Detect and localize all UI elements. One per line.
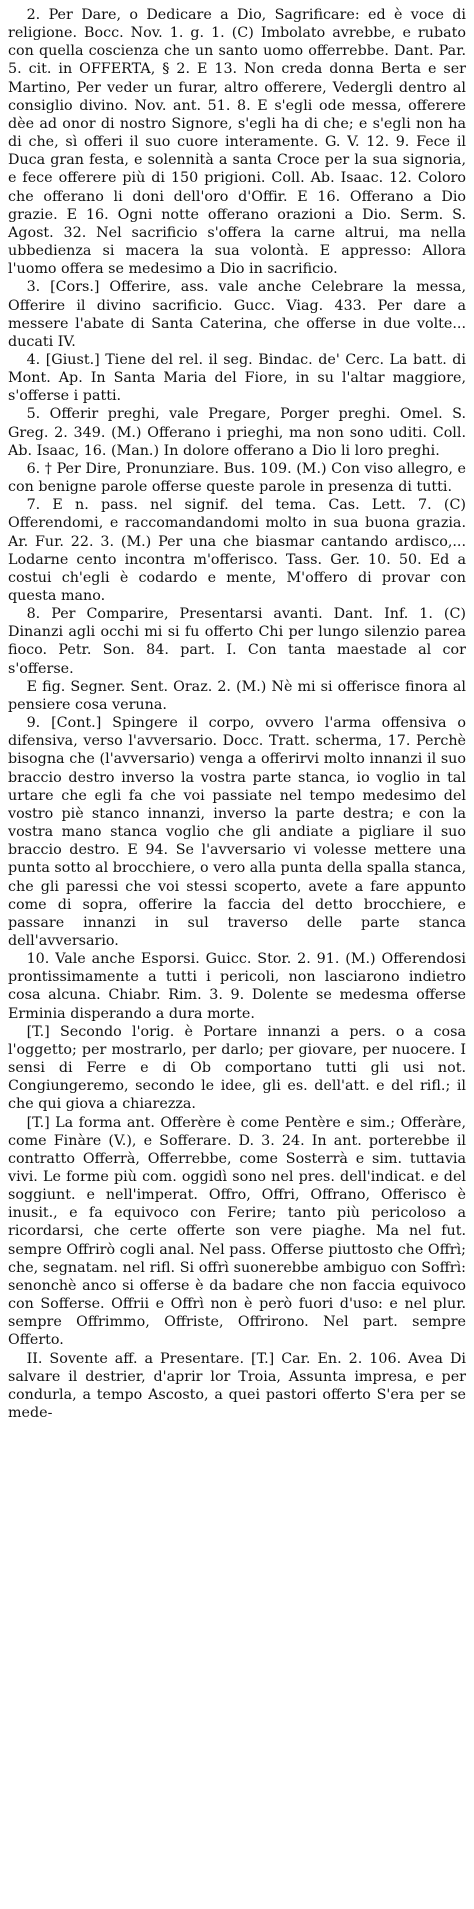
entry-paragraph-9: 9. [Cont.] Spingere il corpo, ovvero l'arma offensiva o difensiva, verso l'avversario. Docc. Tratt. scherma, 17. Perchè bisogna che (l'avversario) venga a offerirvi molto innanzi il suo braccio destro inverso la vostra parte stanca, io voglio in tal urtare che egli fa che voi passiate nel tempo medesimo del vostro piè stanco innanzi, inverso la parte destra; e con la vostra mano stanca voglio che gli andiate a pigliare il suo braccio destro. E 94. Se l'avversario vi volesse mettere una punta sotto al brocchiere, o vero alla punta della spalla stanca, che gli paressi che voi stessi scoperto, avete a fare appunto come di sopra, offerire la faccia del detto brocchiere, e passare innanzi in sul traverso delle parte stanca dell'avversario.	[8, 715, 466, 949]
entry-paragraph-4: 4. [Giust.] Tiene del rel. il seg. Bindac. de' Cerc. La batt. di Mont. Ap. In Santa Maria del Fiore, in su l'altar maggiore, s'offerse i patti.	[8, 351, 466, 405]
entry-paragraph-6: 6. † Per Dire, Pronunziare. Bus. 109. (M.) Con viso allegro, e con benigne parole offerse queste parole in presenza di tutti.	[8, 460, 466, 496]
entry-paragraph-7: 7. E n. pass. nel signif. del tema. Cas. Lett. 7. (C) Offerendomi, e raccomandandomi molto in sua buona grazia. Ar. Fur. 22. 3. (M.) Per una che biasmar cantando ardisco,... Lodarne cento incontra m'offerisco. Tass. Ger. 10. 50. Ed a costui ch'egli è codardo e mente, M'offero di provar con questa mano.	[8, 497, 466, 604]
entry-paragraph-2: 2. Per Dare, o Dedicare a Dio, Sagrificare: ed è voce di religione. Bocc. Nov. 1. g. 1. (C) Imbolato avrebbe, e rubato con quella coscienza che un santo uomo offerrebbe. Dant. Par. 5. cit. in OFFERTA, § 2. E 13. Non creda donna Berta e ser Martino, Per veder un furar, altro offerere, Vedergli dentro al consiglio divino. Nov. ant. 51. 8. E s'egli ode messa, offerere dèe ad onor di nostro Signore, s'egli ha di che; e s'egli non ha di che, sì offeri il suo cuore interamente. G. V. 12. 9. Fece il Duca gran festa, e solennità a santa Croce per la sua signoria, e fece offerere più di 150 prigioni. Coll. Ab. Isaac. 12. Coloro che offerano li doni dell'oro d'Offir. E 16. Offerano a Dio grazie. E 16. Ogni notte offerano orazioni a Dio. Serm. S. Agost. 32. Nel sacrificio s'offera la carne altrui, ma nella ubbedienza si macera la sua volontà. E appresso: Allora l'uomo offera se medesimo a Dio in sacrificio.	[8, 7, 466, 278]
entry-paragraph-10: 10. Vale anche Esporsi. Guicc. Stor. 2. 91. (M.) Offerendosi prontissimamente a tutti i pericoli, non lasciarono indietro cosa alcuna. Chiabr. Rim. 3. 9. Dolente se medesma offerse Erminia disperando a dura morte.	[8, 951, 466, 1022]
entry-paragraph-II: II. Sovente aff. a Presentare. [T.] Car. En. 2. 106. Avea Di salvare il destrier, d'aprir lor Troia, Assunta impresa, e per condurla, a tempo Ascosto, a quei pastori offerto S'era per se mede-	[8, 1350, 466, 1422]
entry-paragraph-form-note: [T.] La forma ant. Offerère è come Pentère e sim.; Offeràre, come Finàre (V.), e Sofferare. D. 3. 24. In ant. porterebbe il contratto Offerrà, Offerrebbe, come Sosterrà e sim. tuttavia vivi. Le forme più com. oggidì sono nel pres. dell'indicat. e del soggiunt. e nell'imperat. Offro, Offri, Offrano, Offerisco è inusit., e fa equivoco con Ferire; tanto più pericoloso a ricordarsi, che certe offerte son vere piaghe. Ma nel fut. sempre Offrirò cogli anal. Nel pass. Offerse piuttosto che Offrì; che, segnatam. nel rifl. Si offrì suonerebbe ambiguo con Soffrì: senonchè anco si offerse è da badare che non faccia equivoco con Sofferse. Offrii e Offrì non è però fuori d'uso: e nel plur. sempre Offrimmo, Offriste, Offrirono. Nel part. sempre Offerto.	[8, 1114, 466, 1349]
entry-paragraph-3: 3. [Cors.] Offerire, ass. vale anche Celebrare la messa, Offerire il divino sacrificio. Gucc. Viag. 433. Per dare a messere l'abate di Santa Caterina, che offerse in due volte... ducati IV.	[8, 279, 466, 350]
entry-paragraph-origin-note: [T.] Secondo l'orig. è Portare innanzi a pers. o a cosa l'oggetto; per mostrarlo, per darlo; per giovare, per nuocere. I sensi di Ferre e di Ob comportano tutti gli usi not. Congiungeremo, secondo le idee, gli es. dell'att. e del rifl.; il che qui giova a chiarezza.	[8, 1023, 466, 1113]
entry-paragraph-8: 8. Per Comparire, Presentarsi avanti. Dant. Inf. 1. (C) Dinanzi agli occhi mi si fu offerto Chi per lungo silenzio parea fioco. Petr. Son. 84. part. I. Con tanta maestade al cor s'offerse.	[8, 606, 466, 677]
entry-paragraph-8-fig: E fig. Segner. Sent. Oraz. 2. (M.) Nè mi si offerisce finora al pensiere cosa veruna.	[8, 678, 466, 713]
entry-paragraph-5: 5. Offerir preghi, vale Pregare, Porger preghi. Omel. S. Greg. 2. 349. (M.) Offerano i prieghi, ma non sono uditi. Coll. Ab. Isaac, 16. (Man.) In dolore offerano a Dio li loro preghi.	[8, 406, 466, 459]
